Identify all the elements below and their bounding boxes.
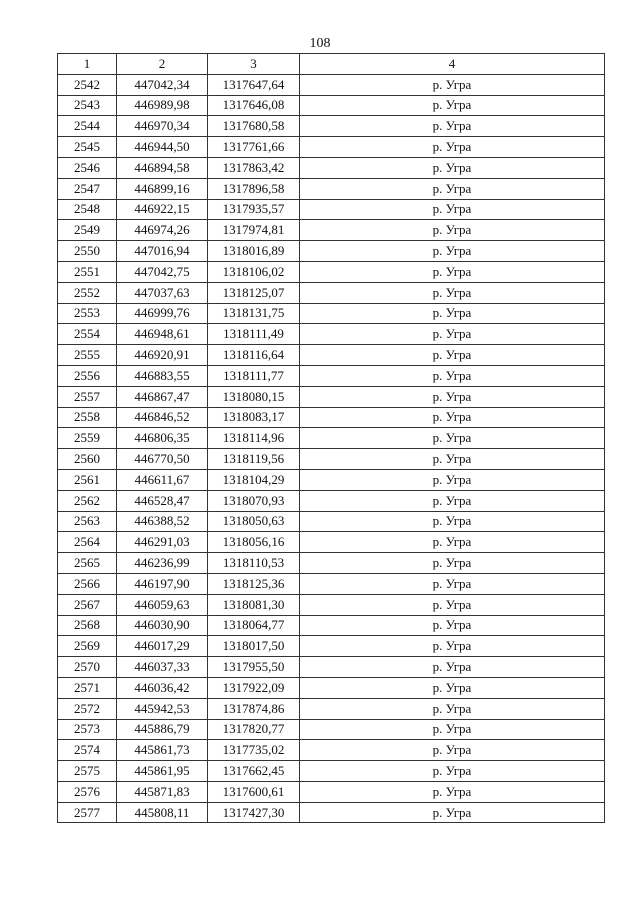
y-coordinate-cell: 1318017,50 bbox=[208, 636, 300, 657]
table-row bbox=[58, 532, 605, 553]
table-row bbox=[58, 407, 605, 428]
y-coordinate-cell: 1318104,29 bbox=[208, 469, 300, 490]
table-row bbox=[58, 95, 605, 116]
y-coordinate-cell: 1318083,17 bbox=[208, 407, 300, 428]
x-coordinate-cell: 446291,03 bbox=[117, 532, 208, 553]
y-coordinate-cell: 1317935,57 bbox=[208, 199, 300, 220]
point-number-cell: 2576 bbox=[58, 781, 117, 802]
table-row bbox=[58, 449, 605, 470]
x-coordinate-cell: 446883,55 bbox=[117, 365, 208, 386]
point-number-cell: 2573 bbox=[58, 719, 117, 740]
x-coordinate-cell: 446059,63 bbox=[117, 594, 208, 615]
y-coordinate-cell: 1318056,16 bbox=[208, 532, 300, 553]
y-coordinate-cell: 1317647,64 bbox=[208, 74, 300, 95]
x-coordinate-cell: 446806,35 bbox=[117, 428, 208, 449]
point-number-cell: 2575 bbox=[58, 761, 117, 782]
point-number-cell: 2554 bbox=[58, 324, 117, 345]
y-coordinate-cell: 1318114,96 bbox=[208, 428, 300, 449]
table-row bbox=[58, 802, 605, 823]
table-row bbox=[58, 345, 605, 366]
y-coordinate-cell: 1317922,09 bbox=[208, 677, 300, 698]
x-coordinate-cell: 446846,52 bbox=[117, 407, 208, 428]
object-name-cell: р. Угра bbox=[300, 677, 605, 698]
point-number-cell: 2555 bbox=[58, 345, 117, 366]
x-coordinate-cell: 445886,79 bbox=[117, 719, 208, 740]
table-row bbox=[58, 573, 605, 594]
point-number-cell: 2550 bbox=[58, 241, 117, 262]
x-coordinate-cell: 446922,15 bbox=[117, 199, 208, 220]
y-coordinate-cell: 1317600,61 bbox=[208, 781, 300, 802]
table-row bbox=[58, 261, 605, 282]
x-coordinate-cell: 446899,16 bbox=[117, 178, 208, 199]
x-coordinate-cell: 446970,34 bbox=[117, 116, 208, 137]
table-row bbox=[58, 677, 605, 698]
table-row bbox=[58, 220, 605, 241]
object-name-cell: р. Угра bbox=[300, 469, 605, 490]
table-row bbox=[58, 74, 605, 95]
table-row bbox=[58, 303, 605, 324]
y-coordinate-cell: 1318110,53 bbox=[208, 553, 300, 574]
x-coordinate-cell: 445871,83 bbox=[117, 781, 208, 802]
object-name-cell: р. Угра bbox=[300, 199, 605, 220]
y-coordinate-cell: 1318116,64 bbox=[208, 345, 300, 366]
x-coordinate-cell: 446770,50 bbox=[117, 449, 208, 470]
table-row bbox=[58, 282, 605, 303]
x-coordinate-cell: 446236,99 bbox=[117, 553, 208, 574]
object-name-cell: р. Угра bbox=[300, 553, 605, 574]
point-number-cell: 2561 bbox=[58, 469, 117, 490]
point-number-cell: 2570 bbox=[58, 657, 117, 678]
y-coordinate-cell: 1317820,77 bbox=[208, 719, 300, 740]
point-number-cell: 2568 bbox=[58, 615, 117, 636]
object-name-cell: р. Угра bbox=[300, 220, 605, 241]
y-coordinate-cell: 1317662,45 bbox=[208, 761, 300, 782]
point-number-cell: 2558 bbox=[58, 407, 117, 428]
y-coordinate-cell: 1317427,30 bbox=[208, 802, 300, 823]
table-row bbox=[58, 594, 605, 615]
table-row bbox=[58, 698, 605, 719]
x-coordinate-cell: 446030,90 bbox=[117, 615, 208, 636]
point-number-cell: 2548 bbox=[58, 199, 117, 220]
object-name-cell: р. Угра bbox=[300, 636, 605, 657]
table-row bbox=[58, 719, 605, 740]
x-coordinate-cell: 446017,29 bbox=[117, 636, 208, 657]
x-coordinate-cell: 446611,67 bbox=[117, 469, 208, 490]
point-number-cell: 2577 bbox=[58, 802, 117, 823]
x-coordinate-cell: 447037,63 bbox=[117, 282, 208, 303]
x-coordinate-cell: 445861,73 bbox=[117, 740, 208, 761]
column-header-1: 1 bbox=[58, 54, 117, 75]
y-coordinate-cell: 1318070,93 bbox=[208, 490, 300, 511]
point-number-cell: 2542 bbox=[58, 74, 117, 95]
y-coordinate-cell: 1318016,89 bbox=[208, 241, 300, 262]
column-header-2: 2 bbox=[117, 54, 208, 75]
y-coordinate-cell: 1318064,77 bbox=[208, 615, 300, 636]
point-number-cell: 2551 bbox=[58, 261, 117, 282]
y-coordinate-cell: 1317646,08 bbox=[208, 95, 300, 116]
coordinates-table bbox=[57, 53, 605, 823]
point-number-cell: 2564 bbox=[58, 532, 117, 553]
table-row bbox=[58, 761, 605, 782]
x-coordinate-cell: 447016,94 bbox=[117, 241, 208, 262]
point-number-cell: 2563 bbox=[58, 511, 117, 532]
object-name-cell: р. Угра bbox=[300, 532, 605, 553]
table-row bbox=[58, 241, 605, 262]
x-coordinate-cell: 446867,47 bbox=[117, 386, 208, 407]
y-coordinate-cell: 1318050,63 bbox=[208, 511, 300, 532]
point-number-cell: 2562 bbox=[58, 490, 117, 511]
y-coordinate-cell: 1317680,58 bbox=[208, 116, 300, 137]
table-row bbox=[58, 657, 605, 678]
x-coordinate-cell: 447042,34 bbox=[117, 74, 208, 95]
x-coordinate-cell: 446999,76 bbox=[117, 303, 208, 324]
point-number-cell: 2565 bbox=[58, 553, 117, 574]
x-coordinate-cell: 445942,53 bbox=[117, 698, 208, 719]
table-header-row bbox=[58, 54, 605, 75]
x-coordinate-cell: 445861,95 bbox=[117, 761, 208, 782]
object-name-cell: р. Угра bbox=[300, 428, 605, 449]
point-number-cell: 2547 bbox=[58, 178, 117, 199]
table-row bbox=[58, 511, 605, 532]
point-number-cell: 2571 bbox=[58, 677, 117, 698]
point-number-cell: 2566 bbox=[58, 573, 117, 594]
table-body bbox=[58, 74, 605, 823]
y-coordinate-cell: 1317863,42 bbox=[208, 157, 300, 178]
x-coordinate-cell: 446974,26 bbox=[117, 220, 208, 241]
point-number-cell: 2543 bbox=[58, 95, 117, 116]
y-coordinate-cell: 1317874,86 bbox=[208, 698, 300, 719]
y-coordinate-cell: 1318111,49 bbox=[208, 324, 300, 345]
x-coordinate-cell: 445808,11 bbox=[117, 802, 208, 823]
table-row bbox=[58, 137, 605, 158]
x-coordinate-cell: 447042,75 bbox=[117, 261, 208, 282]
object-name-cell: р. Угра bbox=[300, 116, 605, 137]
object-name-cell: р. Угра bbox=[300, 719, 605, 740]
y-coordinate-cell: 1317761,66 bbox=[208, 137, 300, 158]
object-name-cell: р. Угра bbox=[300, 740, 605, 761]
object-name-cell: р. Угра bbox=[300, 761, 605, 782]
table-row bbox=[58, 490, 605, 511]
x-coordinate-cell: 446989,98 bbox=[117, 95, 208, 116]
object-name-cell: р. Угра bbox=[300, 157, 605, 178]
column-header-4: 4 bbox=[300, 54, 605, 75]
y-coordinate-cell: 1317896,58 bbox=[208, 178, 300, 199]
table-row bbox=[58, 365, 605, 386]
object-name-cell: р. Угра bbox=[300, 407, 605, 428]
object-name-cell: р. Угра bbox=[300, 345, 605, 366]
table-row bbox=[58, 615, 605, 636]
object-name-cell: р. Угра bbox=[300, 261, 605, 282]
table-row bbox=[58, 178, 605, 199]
x-coordinate-cell: 446197,90 bbox=[117, 573, 208, 594]
column-header-3: 3 bbox=[208, 54, 300, 75]
table-row bbox=[58, 324, 605, 345]
table-row bbox=[58, 781, 605, 802]
object-name-cell: р. Угра bbox=[300, 594, 605, 615]
point-number-cell: 2572 bbox=[58, 698, 117, 719]
point-number-cell: 2544 bbox=[58, 116, 117, 137]
point-number-cell: 2553 bbox=[58, 303, 117, 324]
x-coordinate-cell: 446037,33 bbox=[117, 657, 208, 678]
y-coordinate-cell: 1317955,50 bbox=[208, 657, 300, 678]
y-coordinate-cell: 1318081,30 bbox=[208, 594, 300, 615]
table-row bbox=[58, 636, 605, 657]
x-coordinate-cell: 446036,42 bbox=[117, 677, 208, 698]
point-number-cell: 2557 bbox=[58, 386, 117, 407]
point-number-cell: 2552 bbox=[58, 282, 117, 303]
y-coordinate-cell: 1318125,07 bbox=[208, 282, 300, 303]
table-row bbox=[58, 157, 605, 178]
object-name-cell: р. Угра bbox=[300, 511, 605, 532]
object-name-cell: р. Угра bbox=[300, 698, 605, 719]
point-number-cell: 2560 bbox=[58, 449, 117, 470]
y-coordinate-cell: 1318111,77 bbox=[208, 365, 300, 386]
object-name-cell: р. Угра bbox=[300, 802, 605, 823]
object-name-cell: р. Угра bbox=[300, 386, 605, 407]
x-coordinate-cell: 446920,91 bbox=[117, 345, 208, 366]
object-name-cell: р. Угра bbox=[300, 178, 605, 199]
y-coordinate-cell: 1317974,81 bbox=[208, 220, 300, 241]
table-row bbox=[58, 199, 605, 220]
point-number-cell: 2569 bbox=[58, 636, 117, 657]
object-name-cell: р. Угра bbox=[300, 615, 605, 636]
y-coordinate-cell: 1318080,15 bbox=[208, 386, 300, 407]
point-number-cell: 2546 bbox=[58, 157, 117, 178]
point-number-cell: 2559 bbox=[58, 428, 117, 449]
object-name-cell: р. Угра bbox=[300, 573, 605, 594]
x-coordinate-cell: 446388,52 bbox=[117, 511, 208, 532]
table-row bbox=[58, 740, 605, 761]
object-name-cell: р. Угра bbox=[300, 781, 605, 802]
y-coordinate-cell: 1318119,56 bbox=[208, 449, 300, 470]
point-number-cell: 2556 bbox=[58, 365, 117, 386]
object-name-cell: р. Угра bbox=[300, 137, 605, 158]
x-coordinate-cell: 446948,61 bbox=[117, 324, 208, 345]
point-number-cell: 2545 bbox=[58, 137, 117, 158]
y-coordinate-cell: 1317735,02 bbox=[208, 740, 300, 761]
x-coordinate-cell: 446944,50 bbox=[117, 137, 208, 158]
page-number: 108 bbox=[309, 36, 331, 51]
table-row bbox=[58, 553, 605, 574]
table-row bbox=[58, 386, 605, 407]
object-name-cell: р. Угра bbox=[300, 303, 605, 324]
table-row bbox=[58, 428, 605, 449]
object-name-cell: р. Угра bbox=[300, 74, 605, 95]
object-name-cell: р. Угра bbox=[300, 365, 605, 386]
table-row bbox=[58, 469, 605, 490]
object-name-cell: р. Угра bbox=[300, 282, 605, 303]
object-name-cell: р. Угра bbox=[300, 657, 605, 678]
object-name-cell: р. Угра bbox=[300, 449, 605, 470]
table-row bbox=[58, 116, 605, 137]
object-name-cell: р. Угра bbox=[300, 241, 605, 262]
point-number-cell: 2549 bbox=[58, 220, 117, 241]
y-coordinate-cell: 1318125,36 bbox=[208, 573, 300, 594]
y-coordinate-cell: 1318106,02 bbox=[208, 261, 300, 282]
x-coordinate-cell: 446528,47 bbox=[117, 490, 208, 511]
point-number-cell: 2567 bbox=[58, 594, 117, 615]
point-number-cell: 2574 bbox=[58, 740, 117, 761]
object-name-cell: р. Угра bbox=[300, 324, 605, 345]
object-name-cell: р. Угра bbox=[300, 95, 605, 116]
y-coordinate-cell: 1318131,75 bbox=[208, 303, 300, 324]
x-coordinate-cell: 446894,58 bbox=[117, 157, 208, 178]
object-name-cell: р. Угра bbox=[300, 490, 605, 511]
